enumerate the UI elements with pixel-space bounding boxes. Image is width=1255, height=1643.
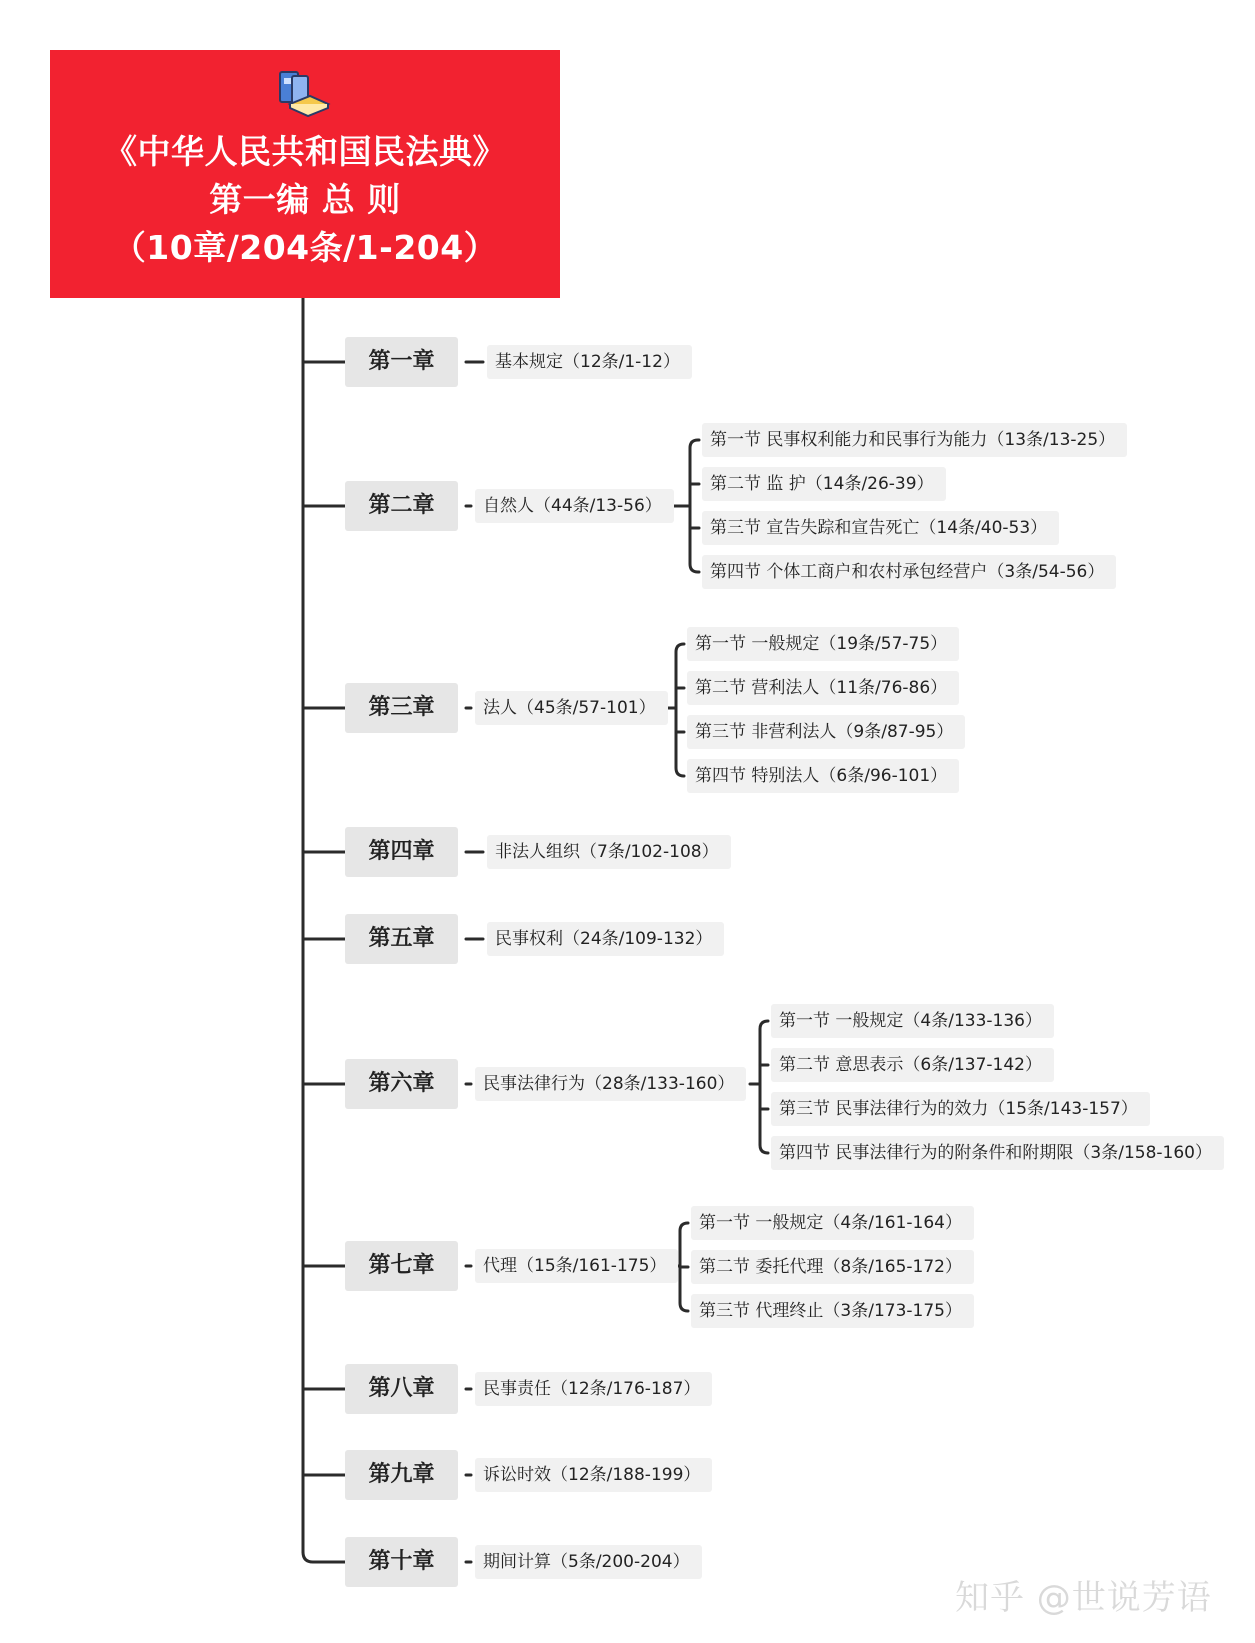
chapter-node[interactable]: 第十章 [345,1537,458,1587]
chapter-summary[interactable]: 民事法律行为（28条/133-160） [475,1067,746,1101]
chapter-summary[interactable]: 自然人（44条/13-56） [475,489,674,523]
section-node[interactable]: 第三节 非营利法人（9条/87-95） [687,715,965,749]
root-subtitle: 第一编 总 则 [209,180,401,219]
chapter-summary[interactable]: 诉讼时效（12条/188-199） [475,1458,712,1492]
chapter-summary[interactable]: 民事责任（12条/176-187） [475,1372,712,1406]
chapter-summary[interactable]: 民事权利（24条/109-132） [487,922,724,956]
chapter-summary[interactable]: 法人（45条/57-101） [475,691,668,725]
section-node[interactable]: 第二节 委托代理（8条/165-172） [691,1250,974,1284]
section-node[interactable]: 第四节 特别法人（6条/96-101） [687,759,959,793]
root-stats: （10章/204条/1-204） [112,228,498,267]
section-node[interactable]: 第二节 营利法人（11条/76-86） [687,671,959,705]
watermark: 知乎 @世说芳语 [955,1578,1212,1618]
chapter-node[interactable]: 第三章 [345,683,458,733]
chapter-node[interactable]: 第五章 [345,914,458,964]
root-title-box [50,50,560,298]
chapter-summary[interactable]: 非法人组织（7条/102-108） [487,835,731,869]
section-node[interactable]: 第二节 监 护（14条/26-39） [702,467,946,501]
book-icon [276,70,334,118]
connector-line [690,440,699,572]
section-node[interactable]: 第四节 民事法律行为的附条件和附期限（3条/158-160） [771,1136,1224,1170]
section-node[interactable]: 第三节 宣告失踪和宣告死亡（14条/40-53） [702,511,1059,545]
connector-line [760,1021,768,1153]
chapter-node[interactable]: 第七章 [345,1241,458,1291]
section-node[interactable]: 第一节 一般规定（4条/133-136） [771,1004,1054,1038]
section-node[interactable]: 第一节 一般规定（4条/161-164） [691,1206,974,1240]
section-node[interactable]: 第四节 个体工商户和农村承包经营户（3条/54-56） [702,555,1116,589]
connector-line [676,644,684,776]
section-node[interactable]: 第三节 代理终止（3条/173-175） [691,1294,974,1328]
section-node[interactable]: 第一节 民事权利能力和民事行为能力（13条/13-25） [702,423,1127,457]
chapter-node[interactable]: 第八章 [345,1364,458,1414]
chapter-summary[interactable]: 基本规定（12条/1-12） [487,345,692,379]
chapter-summary[interactable]: 代理（15条/161-175） [475,1249,678,1283]
chapter-node[interactable]: 第九章 [345,1450,458,1500]
root-title: 《中华人民共和国民法典》 [104,132,506,171]
chapter-node[interactable]: 第四章 [345,827,458,877]
connector-line [303,1552,345,1562]
chapter-summary[interactable]: 期间计算（5条/200-204） [475,1545,702,1579]
chapter-node[interactable]: 第二章 [345,481,458,531]
chapter-node[interactable]: 第一章 [345,337,458,387]
section-node[interactable]: 第三节 民事法律行为的效力（15条/143-157） [771,1092,1150,1126]
section-node[interactable]: 第二节 意思表示（6条/137-142） [771,1048,1054,1082]
section-node[interactable]: 第一节 一般规定（19条/57-75） [687,627,959,661]
chapter-node[interactable]: 第六章 [345,1059,458,1109]
